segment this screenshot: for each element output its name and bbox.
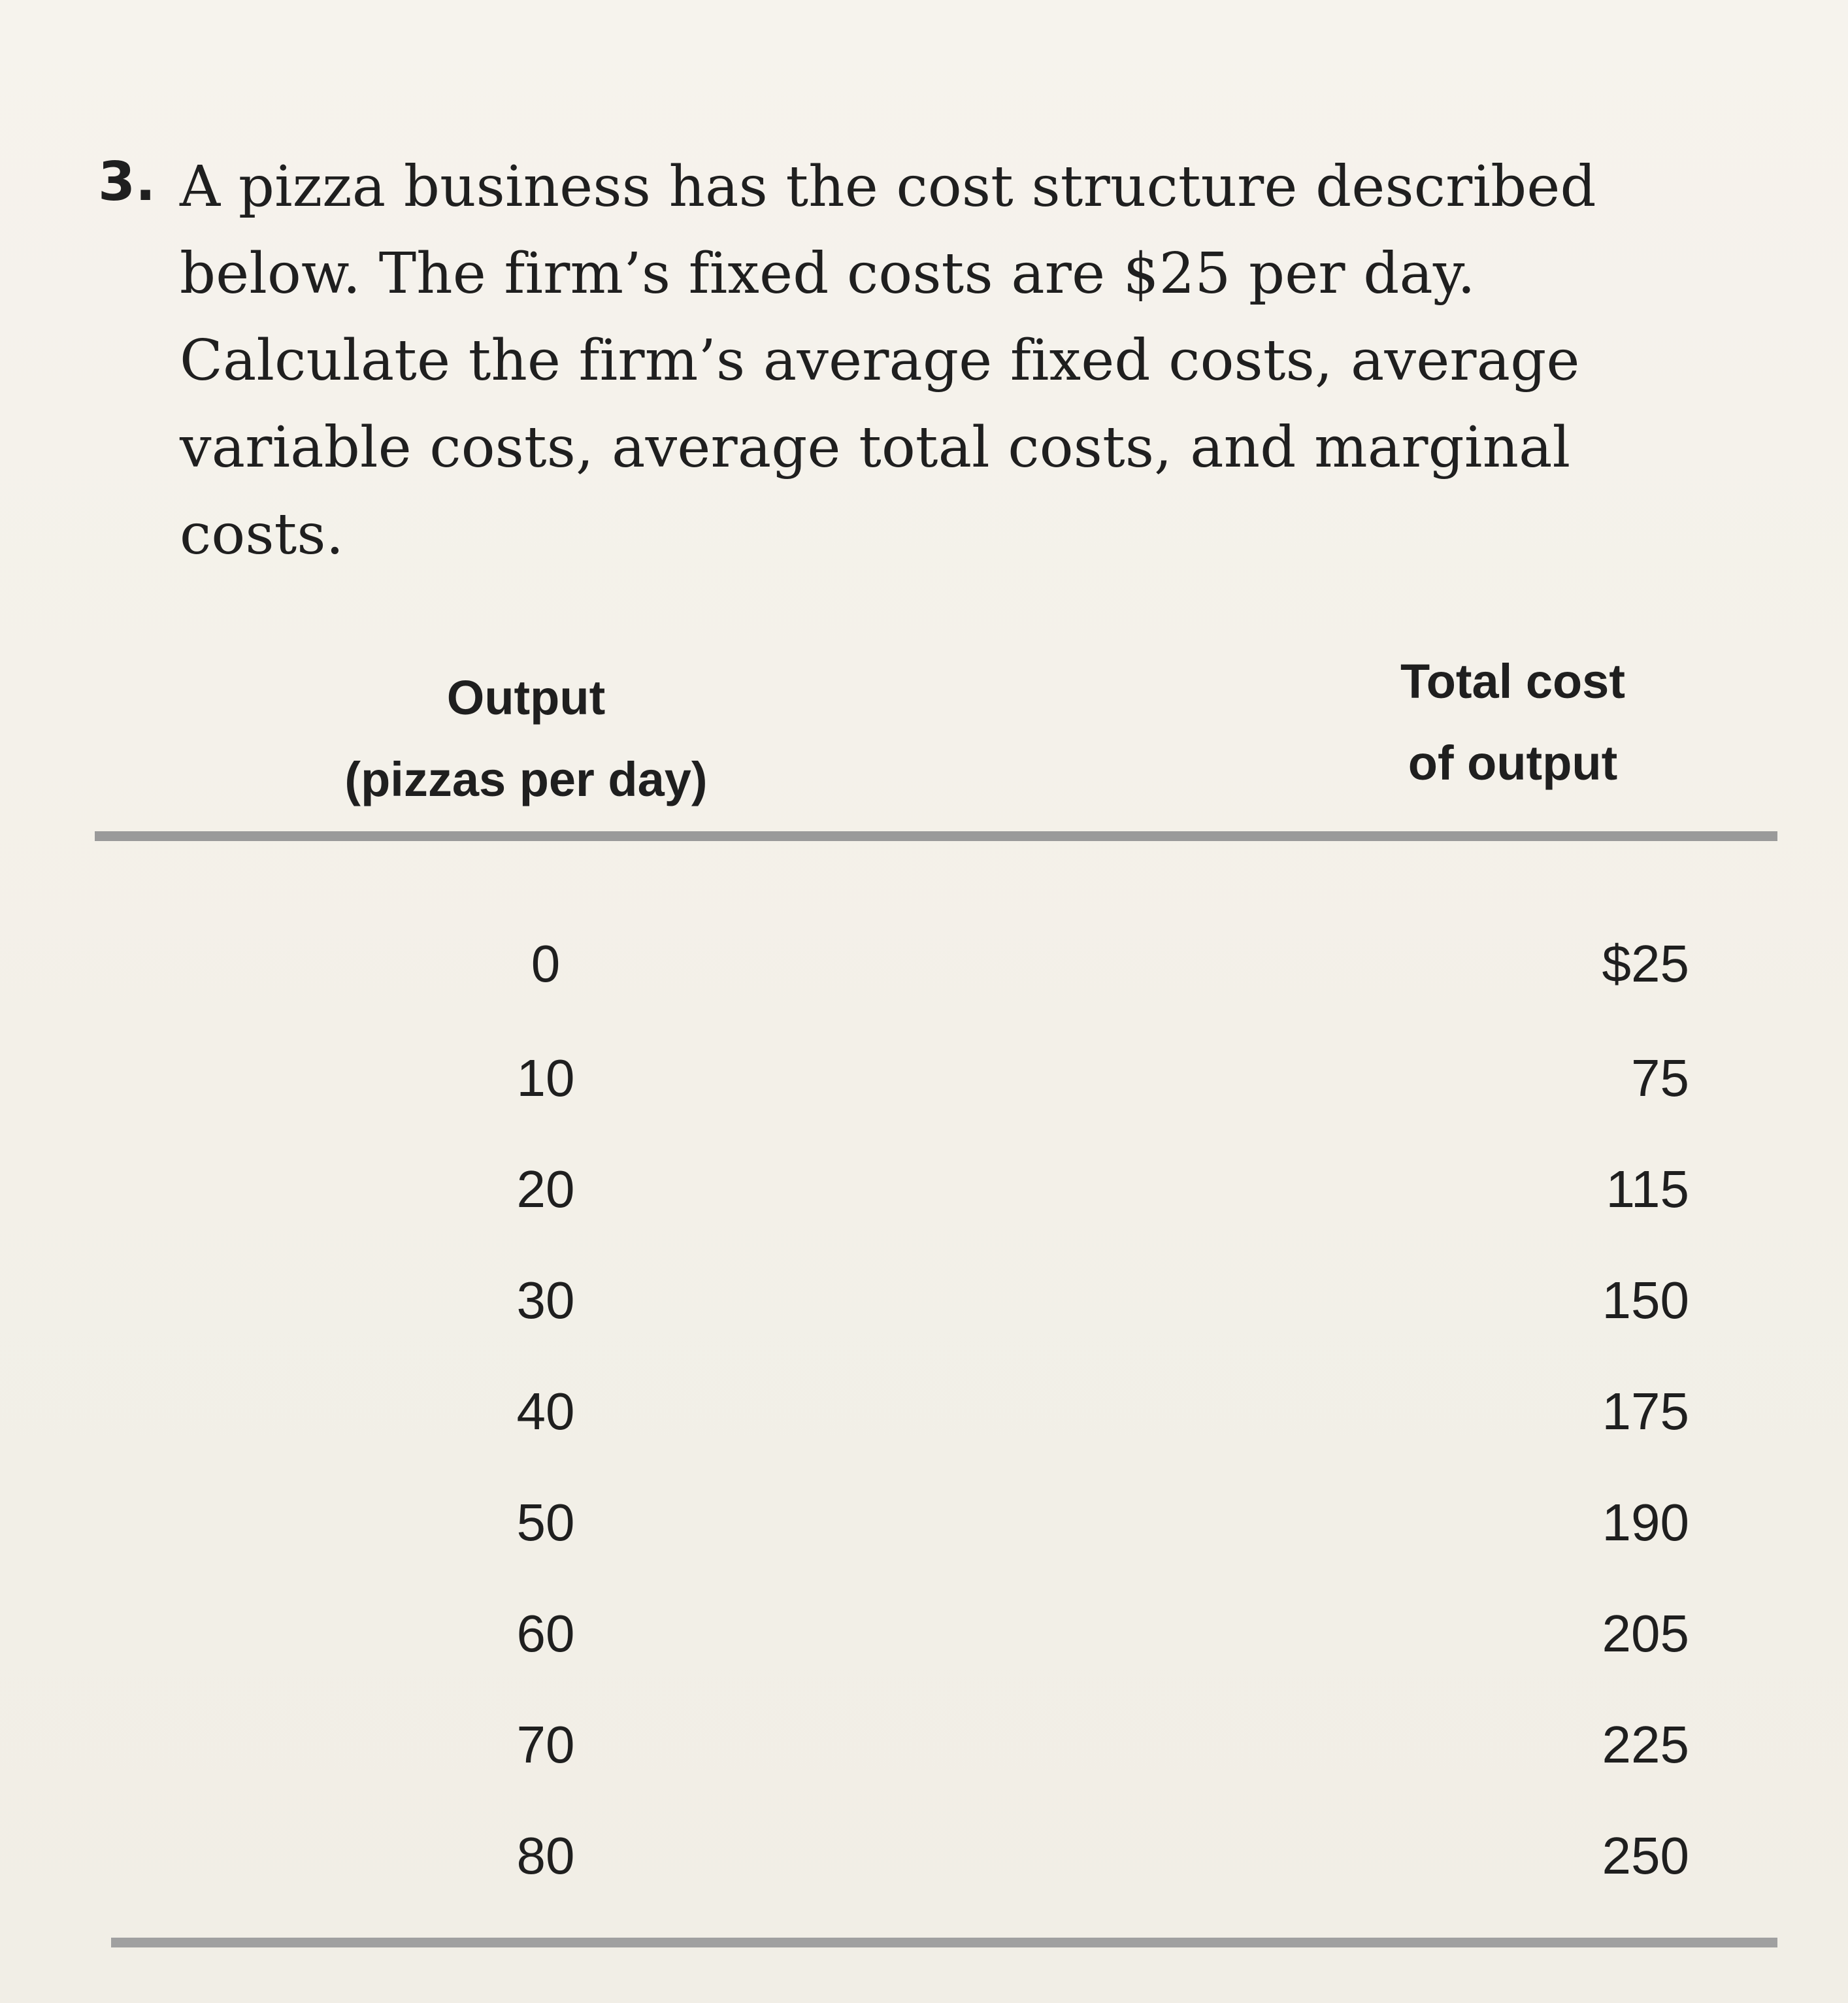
total-cost-cell: 205 [1602, 1604, 1689, 1663]
table-row [95, 1493, 1777, 1552]
output-cell: 40 [516, 1382, 575, 1440]
table-row [95, 1271, 1777, 1330]
output-header-line: Output [446, 670, 606, 725]
output-cell: 0 [531, 935, 561, 993]
total-cost-cell: 75 [1631, 1049, 1689, 1107]
table-row [95, 1049, 1777, 1108]
total-cost-header-line: Total cost [1400, 654, 1625, 708]
total-cost-cell: 225 [1602, 1715, 1689, 1774]
output-cell: 10 [516, 1049, 575, 1107]
output-cell: 50 [516, 1493, 575, 1551]
total-cost-cell: 190 [1602, 1493, 1689, 1551]
total-cost-cell: 115 [1606, 1160, 1689, 1218]
total-cost-cell: 175 [1602, 1382, 1689, 1440]
question-line: A pizza business has the cost structure described [180, 154, 1596, 220]
total-cost-cell: $25 [1602, 935, 1689, 993]
table-row [95, 1160, 1777, 1219]
output-column-header [278, 657, 774, 820]
total-cost-header-line: of output [1408, 736, 1618, 790]
table-header [95, 640, 1777, 850]
total-cost-column-header [1304, 640, 1722, 804]
table-row [95, 1827, 1777, 1885]
table-row [95, 935, 1777, 993]
total-cost-cell: 150 [1602, 1271, 1689, 1329]
footer-rule [111, 1938, 1777, 1947]
table-row [95, 1382, 1777, 1441]
question-line: below. The firm’s fixed costs are $25 per day. [180, 241, 1476, 306]
total-cost-cell: 250 [1602, 1827, 1689, 1885]
output-header-line: (pizzas per day) [344, 752, 708, 806]
question-line: variable costs, average total costs, and marginal [180, 415, 1571, 480]
output-cell: 30 [516, 1271, 575, 1329]
question-line: costs. [180, 502, 344, 567]
question-number: 3. [98, 151, 156, 213]
table-row [95, 1715, 1777, 1774]
output-cell: 70 [516, 1715, 575, 1774]
output-cell: 60 [516, 1604, 575, 1663]
output-cell: 80 [516, 1827, 575, 1885]
header-rule [95, 831, 1777, 841]
table-row [95, 1604, 1777, 1663]
output-cell: 20 [516, 1160, 575, 1218]
question-line: Calculate the firm’s average fixed costs, average [180, 328, 1580, 393]
question-text [180, 144, 1735, 578]
cost-table [95, 640, 1777, 1980]
